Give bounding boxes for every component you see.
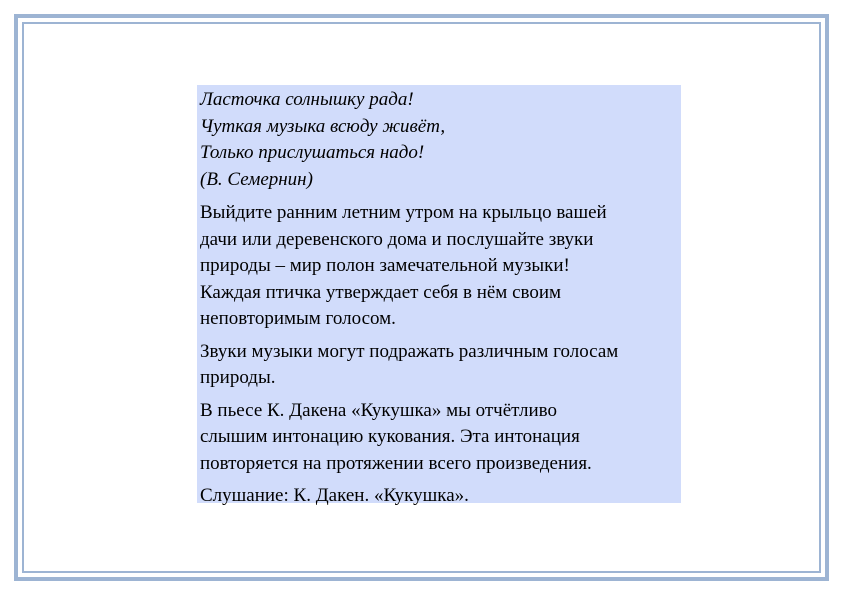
paragraph-line: повторяется на протяжении всего произведения. xyxy=(200,452,592,474)
paragraph-cuckoo-piece xyxy=(200,398,681,478)
text-box xyxy=(197,85,681,506)
paragraph-line: Каждая птичка утверждает себя в нём своим xyxy=(200,281,562,303)
poem xyxy=(200,87,681,193)
poem-line: Чуткая музыка всюду живёт, xyxy=(200,115,446,137)
paragraph-line: природы. xyxy=(200,367,276,388)
poem-line: Ласточка солнышку рада! xyxy=(200,89,414,110)
paragraph-line: Выйдите ранним летним утром на крыльцо вашей xyxy=(200,202,607,223)
paragraph-line: Звуки музыки могут подражать различным голосам xyxy=(200,340,619,362)
paragraph-line: дачи или деревенского дома и послушайте звуки xyxy=(200,228,594,250)
paragraph-listening xyxy=(200,483,681,510)
paragraph-line: Слушание: К. Дакен. «Кукушка». xyxy=(200,485,469,506)
paragraph-line: слышим интонацию кукования. Эта интонация xyxy=(200,426,580,447)
poem-line: Только прислушаться надо! xyxy=(200,142,425,163)
paragraph-line: неповторимым голосом. xyxy=(200,308,396,329)
poem-author: (В. Семернин) xyxy=(200,168,313,190)
paragraph-imitation xyxy=(200,339,681,392)
paragraph-line: В пьесе К. Дакена «Кукушка» мы отчётливо xyxy=(200,399,557,421)
paragraph-line: природы – мир полон замечательной музыки! xyxy=(200,255,570,276)
paragraph-morning-sounds xyxy=(200,200,681,333)
